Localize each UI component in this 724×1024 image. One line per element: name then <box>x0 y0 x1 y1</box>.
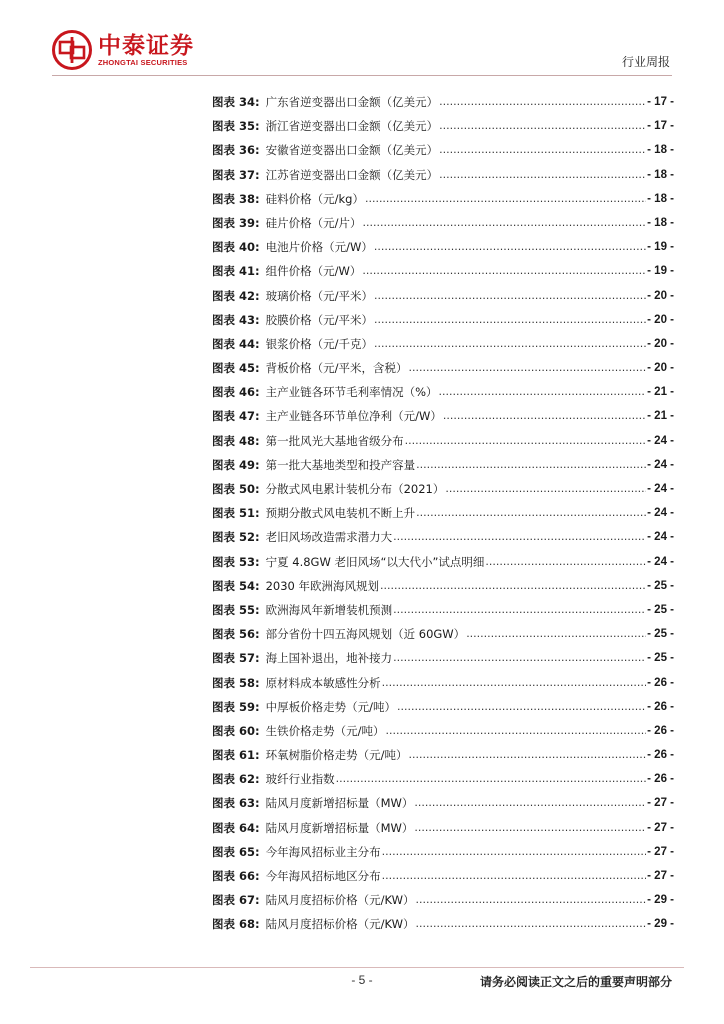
toc-figure-title: 分散式风电累计装机分布（2021） <box>265 482 445 496</box>
toc-figure-label: 图表 48: <box>212 433 260 448</box>
toc-figure-label: 图表 66: <box>212 869 260 883</box>
toc-leader-dots <box>408 356 646 380</box>
toc-leader-dots <box>439 114 646 138</box>
toc-leader-dots <box>408 743 646 767</box>
toc-page-number: - 24 - <box>647 531 674 544</box>
toc-leader-dots <box>393 646 646 670</box>
toc-leader-dots <box>393 525 646 549</box>
toc-entry[interactable] <box>212 598 674 622</box>
toc-leader-dots <box>445 477 646 501</box>
toc-entry[interactable] <box>212 816 674 840</box>
toc-figure-label: 图表 53: <box>212 554 260 569</box>
toc-figure-title: 部分省份十四五海风规划（近 60GW） <box>265 627 466 642</box>
toc-figure-label: 图表 57: <box>212 651 260 666</box>
toc-leader-dots <box>380 574 646 598</box>
toc-leader-dots <box>439 380 647 404</box>
toc-page-number: - 25 - <box>647 628 674 641</box>
toc-entry[interactable] <box>212 259 674 283</box>
toc-figure-label: 图表 54: <box>212 578 260 593</box>
toc-entry[interactable] <box>212 187 674 211</box>
toc-entry[interactable] <box>212 743 674 767</box>
toc-leader-dots <box>362 259 646 283</box>
toc-leader-dots <box>405 429 647 453</box>
toc-figure-label: 图表 68: <box>212 917 260 932</box>
toc-page-number: - 27 - <box>647 845 674 858</box>
toc-page-number: - 18 - <box>647 168 674 181</box>
toc-figure-label: 图表 50: <box>212 482 260 496</box>
toc-figure-title: 宁夏 4.8GW 老旧风场“以大代小”试点明细 <box>265 554 485 569</box>
toc-leader-dots <box>485 550 646 574</box>
toc-entry[interactable] <box>212 574 674 598</box>
toc-figure-label: 图表 41: <box>212 264 260 279</box>
toc-figure-title: 浙江省逆变器出口金额（亿美元） <box>265 119 439 134</box>
toc-figure-title: 安徽省逆变器出口金额（亿美元） <box>265 143 439 158</box>
toc-entry[interactable] <box>212 308 674 332</box>
toc-entry[interactable] <box>212 404 674 428</box>
toc-leader-dots <box>362 211 646 235</box>
toc-page-number: - 27 - <box>647 821 674 834</box>
toc-figure-title: 生铁价格走势（元/吨） <box>265 723 385 738</box>
toc-entry[interactable] <box>212 719 674 743</box>
toc-figure-label: 图表 67: <box>212 893 260 908</box>
toc-figure-label: 图表 45: <box>212 361 260 376</box>
toc-figure-title: 中厚板价格走势（元/吨） <box>265 699 396 714</box>
toc-figure-title: 原材料成本敏感性分析 <box>265 675 381 690</box>
toc-page-number: - 20 - <box>647 313 674 326</box>
page-number: - 5 - <box>351 973 373 987</box>
toc-entry[interactable] <box>212 767 674 791</box>
toc-leader-dots <box>416 888 647 912</box>
toc-figure-title: 组件价格（元/W） <box>265 264 362 279</box>
toc-figure-label: 图表 55: <box>212 602 260 617</box>
toc-figure-title: 第一批大基地类型和投产容量 <box>265 457 416 472</box>
toc-figure-title: 银浆价格（元/千克） <box>265 336 373 351</box>
toc-page-number: - 25 - <box>647 579 674 592</box>
page-header <box>0 0 724 80</box>
toc-figure-title: 陆风月度新增招标量（MW） <box>265 796 414 811</box>
toc-page-number: - 26 - <box>647 724 674 737</box>
toc-figure-title: 主产业链各环节单位净利（元/W） <box>265 409 442 424</box>
toc-figure-label: 图表 61: <box>212 748 260 763</box>
logo-english-name: ZHONGTAI SECURITIES <box>98 57 188 67</box>
toc-page-number: - 25 - <box>647 652 674 665</box>
toc-figure-title: 陆风月度新增招标量（MW） <box>265 820 414 835</box>
toc-page-number: - 24 - <box>647 483 674 495</box>
toc-page-number: - 17 - <box>647 120 674 133</box>
toc-leader-dots <box>443 404 646 428</box>
footer-divider <box>30 967 684 968</box>
toc-figure-title: 主产业链各环节毛利率情况（%） <box>265 385 438 400</box>
toc-entry[interactable] <box>212 550 674 574</box>
toc-page-number: - 19 - <box>647 241 674 254</box>
toc-entry[interactable] <box>212 840 674 864</box>
toc-figure-title: 第一批风光大基地省级分布 <box>265 433 404 448</box>
toc-entry[interactable] <box>212 380 674 404</box>
toc-figure-title: 玻璃价格（元/平米） <box>265 288 373 303</box>
toc-figure-label: 图表 56: <box>212 627 260 642</box>
toc-leader-dots <box>439 138 646 162</box>
toc-page-number: - 18 - <box>647 144 674 157</box>
toc-page-number: - 21 - <box>647 386 674 399</box>
toc-figure-label: 图表 38: <box>212 191 260 206</box>
toc-figure-label: 图表 58: <box>212 675 260 690</box>
toc-entry[interactable] <box>212 332 674 356</box>
toc-page-number: - 24 - <box>647 507 674 520</box>
toc-entry[interactable] <box>212 501 674 525</box>
toc-figure-title: 陆风月度招标价格（元/KW） <box>265 917 415 932</box>
toc-page-number: - 24 - <box>647 555 674 568</box>
company-logo <box>52 30 194 70</box>
toc-page-number: - 20 - <box>647 337 674 350</box>
toc-entry[interactable] <box>212 888 674 912</box>
toc-figure-title: 预期分散式风电装机不断上升 <box>265 506 416 521</box>
toc-leader-dots <box>439 163 646 187</box>
toc-figure-label: 图表 62: <box>212 772 260 787</box>
toc-figure-label: 图表 49: <box>212 457 260 472</box>
table-of-figures <box>212 90 674 937</box>
toc-entry[interactable] <box>212 525 674 549</box>
toc-figure-title: 电池片价格（元/W） <box>265 240 373 255</box>
toc-entry[interactable] <box>212 864 674 888</box>
toc-figure-title: 胶膜价格（元/平米） <box>265 312 373 327</box>
toc-entry[interactable] <box>212 114 674 138</box>
toc-page-number: - 24 - <box>647 458 674 471</box>
toc-leader-dots <box>382 671 647 695</box>
toc-leader-dots <box>374 284 646 308</box>
toc-figure-title: 江苏省逆变器出口金额（亿美元） <box>265 167 439 182</box>
toc-leader-dots <box>385 719 646 743</box>
toc-leader-dots <box>466 622 646 646</box>
toc-entry[interactable] <box>212 90 674 114</box>
toc-entry[interactable] <box>212 163 674 187</box>
toc-page-number: - 20 - <box>647 362 674 375</box>
toc-page-number: - 26 - <box>647 773 674 786</box>
toc-leader-dots <box>416 501 646 525</box>
toc-entry[interactable] <box>212 138 674 162</box>
toc-figure-label: 图表 63: <box>212 796 260 811</box>
toc-leader-dots <box>414 791 646 815</box>
toc-figure-title: 今年海风招标业主分布 <box>265 844 381 859</box>
toc-entry[interactable] <box>212 211 674 235</box>
toc-entry[interactable] <box>212 912 674 936</box>
toc-page-number: - 20 - <box>647 289 674 302</box>
toc-leader-dots <box>393 598 646 622</box>
toc-page-number: - 19 - <box>647 265 674 278</box>
toc-figure-title: 玻纤行业指数 <box>265 772 335 787</box>
toc-page-number: - 26 - <box>647 700 674 713</box>
toc-page-number: - 29 - <box>647 894 674 907</box>
toc-figure-label: 图表 64: <box>212 820 260 835</box>
toc-figure-title: 2030 年欧洲海风规划 <box>265 578 380 593</box>
toc-figure-label: 图表 35: <box>212 119 260 134</box>
toc-page-number: - 27 - <box>647 870 674 882</box>
toc-entry[interactable] <box>212 429 674 453</box>
toc-figure-title: 海上国补退出，地补接力 <box>265 651 393 666</box>
toc-figure-label: 图表 34: <box>212 95 260 109</box>
toc-leader-dots <box>374 332 646 356</box>
toc-leader-dots <box>382 840 647 864</box>
toc-figure-title: 硅片价格（元/片） <box>265 215 362 230</box>
toc-figure-title: 环氧树脂价格走势（元/吨） <box>265 748 408 763</box>
toc-figure-title: 陆风月度招标价格（元/KW） <box>265 893 415 908</box>
toc-figure-label: 图表 46: <box>212 385 260 400</box>
toc-figure-label: 图表 59: <box>212 699 260 714</box>
toc-entry[interactable] <box>212 646 674 670</box>
toc-figure-label: 图表 60: <box>212 723 260 738</box>
toc-figure-label: 图表 44: <box>212 336 260 351</box>
toc-leader-dots <box>414 816 646 840</box>
toc-page-number: - 21 - <box>647 410 674 423</box>
toc-page-number: - 26 - <box>647 749 674 762</box>
toc-page-number: - 24 - <box>647 434 674 447</box>
toc-leader-dots <box>336 767 647 791</box>
toc-page-number: - 29 - <box>647 918 674 931</box>
toc-page-number: - 25 - <box>647 603 674 616</box>
toc-page-number: - 18 - <box>647 192 674 205</box>
toc-leader-dots <box>365 187 646 211</box>
toc-leader-dots <box>374 235 646 259</box>
toc-figure-label: 图表 42: <box>212 288 260 303</box>
toc-figure-label: 图表 43: <box>212 312 260 327</box>
toc-page-number: - 27 - <box>647 797 674 810</box>
toc-figure-label: 图表 52: <box>212 530 260 545</box>
header-divider <box>52 75 672 76</box>
toc-page-number: - 26 - <box>647 676 674 689</box>
toc-entry[interactable] <box>212 356 674 380</box>
toc-figure-label: 图表 65: <box>212 844 260 859</box>
toc-entry[interactable] <box>212 695 674 719</box>
toc-figure-label: 图表 40: <box>212 240 260 255</box>
toc-figure-label: 图表 51: <box>212 506 260 521</box>
toc-entry[interactable] <box>212 791 674 815</box>
toc-leader-dots <box>439 90 646 114</box>
toc-figure-title: 今年海风招标地区分布 <box>265 869 381 883</box>
toc-figure-title: 硅料价格（元/kg） <box>265 191 364 206</box>
toc-figure-label: 图表 36: <box>212 143 260 158</box>
toc-entry[interactable] <box>212 671 674 695</box>
toc-figure-label: 图表 47: <box>212 409 260 424</box>
zhongtai-logo-icon <box>52 30 92 70</box>
toc-entry[interactable] <box>212 622 674 646</box>
toc-leader-dots <box>416 912 647 936</box>
toc-figure-title: 欧洲海风年新增装机预测 <box>265 602 393 617</box>
toc-page-number: - 17 - <box>647 96 674 108</box>
toc-entry[interactable] <box>212 284 674 308</box>
toc-entry[interactable] <box>212 235 674 259</box>
toc-page-number: - 18 - <box>647 216 674 229</box>
toc-leader-dots <box>397 695 646 719</box>
toc-figure-title: 背板价格（元/平米，含税） <box>265 361 408 376</box>
toc-figure-title: 老旧风场改造需求潜力大 <box>265 530 393 545</box>
toc-entry[interactable] <box>212 477 674 501</box>
footer-disclaimer: 请务必阅读正文之后的重要声明部分 <box>479 975 672 989</box>
toc-entry[interactable] <box>212 453 674 477</box>
toc-leader-dots <box>416 453 646 477</box>
toc-leader-dots <box>374 308 646 332</box>
toc-figure-label: 图表 39: <box>212 215 260 230</box>
report-type-label: 行业周报 <box>621 55 670 69</box>
toc-leader-dots <box>382 864 647 888</box>
toc-figure-title: 广东省逆变器出口金额（亿美元） <box>265 95 439 109</box>
logo-chinese-name: 中泰证券 <box>98 32 194 59</box>
toc-figure-label: 图表 37: <box>212 167 260 182</box>
